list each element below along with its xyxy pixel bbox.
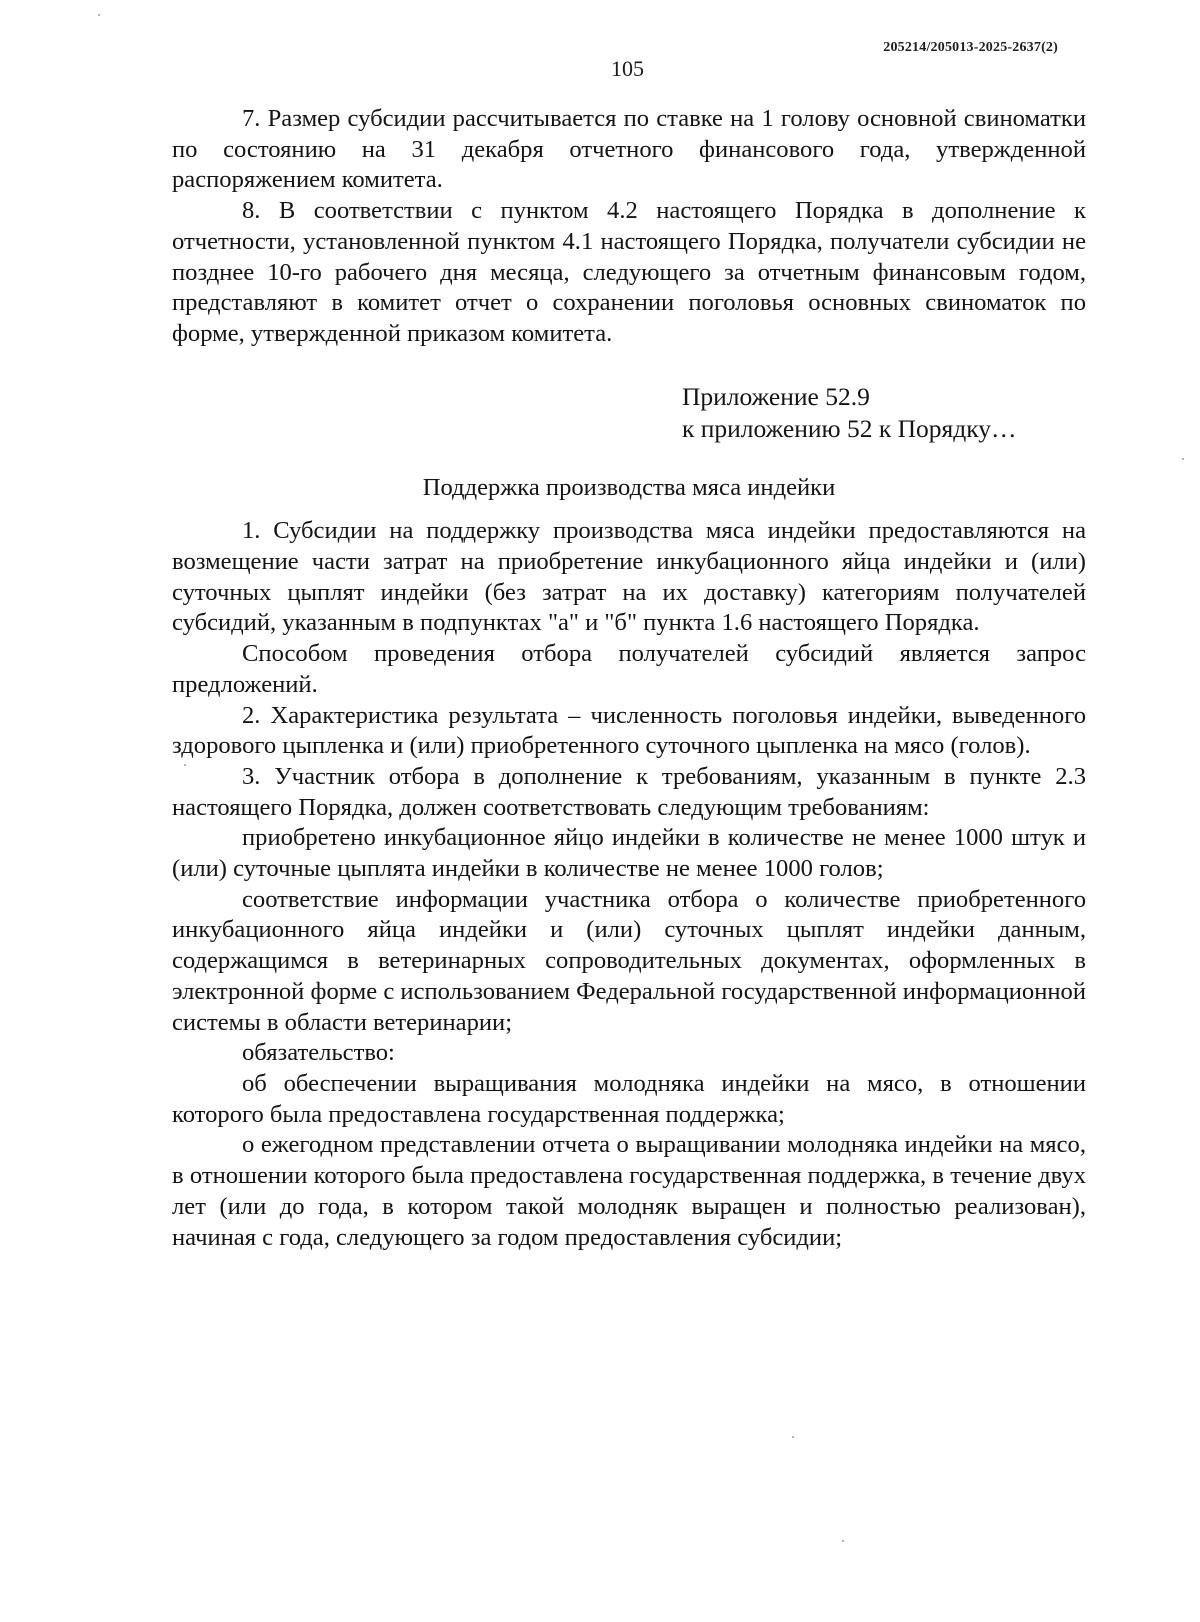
obligation-raising-young-stock: об обеспечении выращивания молодняка индейки на мясо, в отношении которого была предоставлена государственная поддержка; — [172, 1069, 1086, 1128]
paragraph-7: 7. Размер субсидии рассчитывается по ставке на 1 голову основной свиноматки по состоянию на 31 декабря отчетного финансового года, утвержденной распоряжением комитета. — [172, 105, 1086, 194]
paragraph-8: 8. В соответствии с пунктом 4.2 настоящего Порядка в дополнение к отчетности, установленной пунктом 4.1 настоящего Порядка, получатели субсидии не позднее 10-го рабочего дня месяца, следующего за отчетным финансовым годом, представляют в комитет отчет о сохранении поголовья основных свиноматок по форме, утвержденной приказом комитета. — [172, 197, 1086, 347]
requirement-obligation-heading: обязательство: — [242, 1039, 395, 1067]
appendix-caption — [682, 381, 1086, 446]
page-number: 105 — [611, 56, 644, 81]
scan-speck — [792, 1436, 794, 1438]
appendix-caption-line-2: к приложению 52 к Порядку… — [682, 414, 1017, 444]
paragraph-3-participant-requirements: 3. Участник отбора в дополнение к требованиям, указанным в пункте 2.3 настоящего Порядка, должен соответствовать следующим требованиям: — [172, 762, 1086, 821]
paragraph-2-result-characteristic: 2. Характеристика результата – численность поголовья индейки, выведенного здорового цыпленка и (или) приобретенного суточного цыпленка на мясо (голов). — [172, 701, 1086, 760]
scan-speck — [98, 14, 100, 16]
requirement-information-match: соответствие информации участника отбора о количестве приобретенного инкубационного яйца индейки и (или) суточных цыплят индейки данным, содержащимся в ветеринарных сопроводительных документах, оформленных в электронной форме с использованием Федеральной государственной информационной системы в области ветеринарии; — [172, 885, 1086, 1036]
requirement-purchased-eggs: приобретено инкубационное яйцо индейки в количестве не менее 1000 штук и (или) суточные цыплята индейки в количестве не менее 1000 голов; — [172, 824, 1086, 883]
paragraph-1-subsidies: 1. Субсидии на поддержку производства мяса индейки предоставляются на возмещение части затрат на приобретение инкубационного яйца индейки и (или) суточных цыплят индейки (без затрат на их доставку) категориям получателей субсидий, указанным в подпунктах "а" и "б" пункта 1.6 настоящего Порядка. — [172, 517, 1086, 637]
scan-speck — [1182, 458, 1184, 460]
section-title: Поддержка производства мяса индейки — [422, 473, 836, 501]
appendix-caption-line-1: Приложение 52.9 — [682, 381, 870, 411]
scan-speck — [184, 764, 186, 766]
obligation-annual-report: о ежегодном представлении отчета о выращивании молодняка индейки на мясо, в отношении которого была предоставлена государственная поддержка, в течение двух лет (или до года, в котором такой молодняк выращен и полностью реализован), начиная с года, следующего за годом предоставления субсидии; — [172, 1131, 1086, 1251]
scan-speck — [842, 1540, 844, 1542]
paragraph-selection-method: Способом проведения отбора получателей субсидий является запрос предложений. — [172, 640, 1086, 698]
document-body — [172, 104, 1086, 1253]
document-registration-code: 205214/205013-2025-2637(2) — [883, 40, 1058, 55]
